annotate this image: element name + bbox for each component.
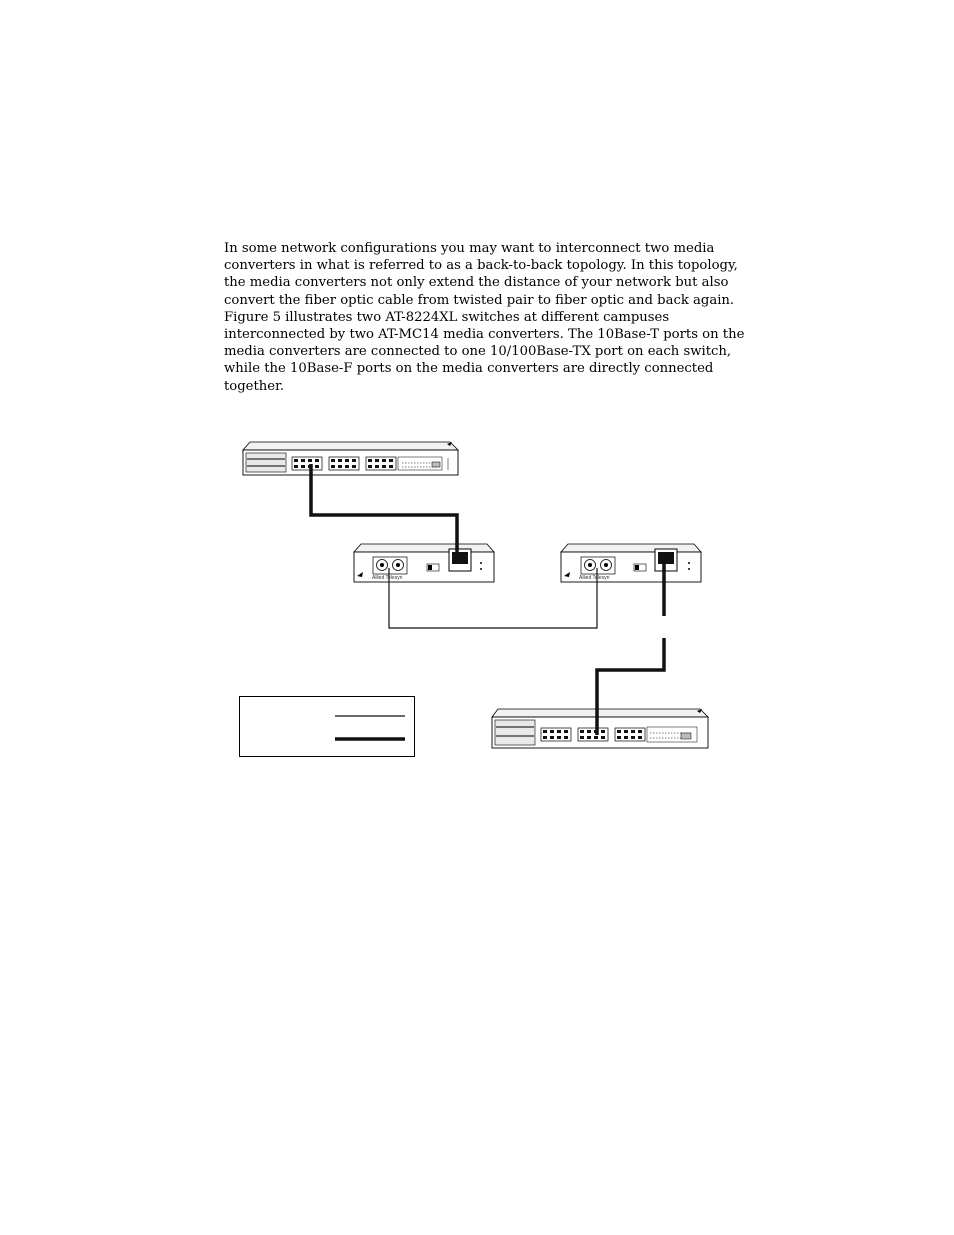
- paragraph-line-2: converters in what is referred to as a back-to-back topology. In this topology,: [224, 258, 738, 274]
- paragraph-line-8: while the 10Base-F ports on the media converters are directly connected: [224, 361, 714, 377]
- switch-top: [243, 442, 458, 475]
- paragraph-line-9: together.: [224, 378, 285, 394]
- media-converter-right: [561, 544, 701, 582]
- switch-bottom: [492, 709, 708, 748]
- paragraph-line-4: convert the fiber optic cable from twisted pair to fiber optic and back again.: [224, 292, 735, 308]
- paragraph-line-1: In some network configurations you may want to interconnect two media: [224, 241, 715, 256]
- paragraph-line-3: the media converters not only extend the distance of your network but also: [224, 275, 729, 291]
- paragraph-line-5: Figure 5 illustrates two AT-8224XL switches at different campuses: [224, 309, 670, 325]
- paragraph-line-6: interconnected by two AT-MC14 media converters. The 10Base-T ports on the: [224, 327, 745, 343]
- legend: [240, 697, 415, 757]
- brand-logo-right: Allied Telesyn: [579, 575, 610, 581]
- media-converter-left: [354, 544, 494, 582]
- paragraph-line-7: media converters are connected to one 10/100Base-TX port on each switch,: [224, 344, 732, 360]
- brand-logo-left: Allied Telesyn: [372, 575, 403, 581]
